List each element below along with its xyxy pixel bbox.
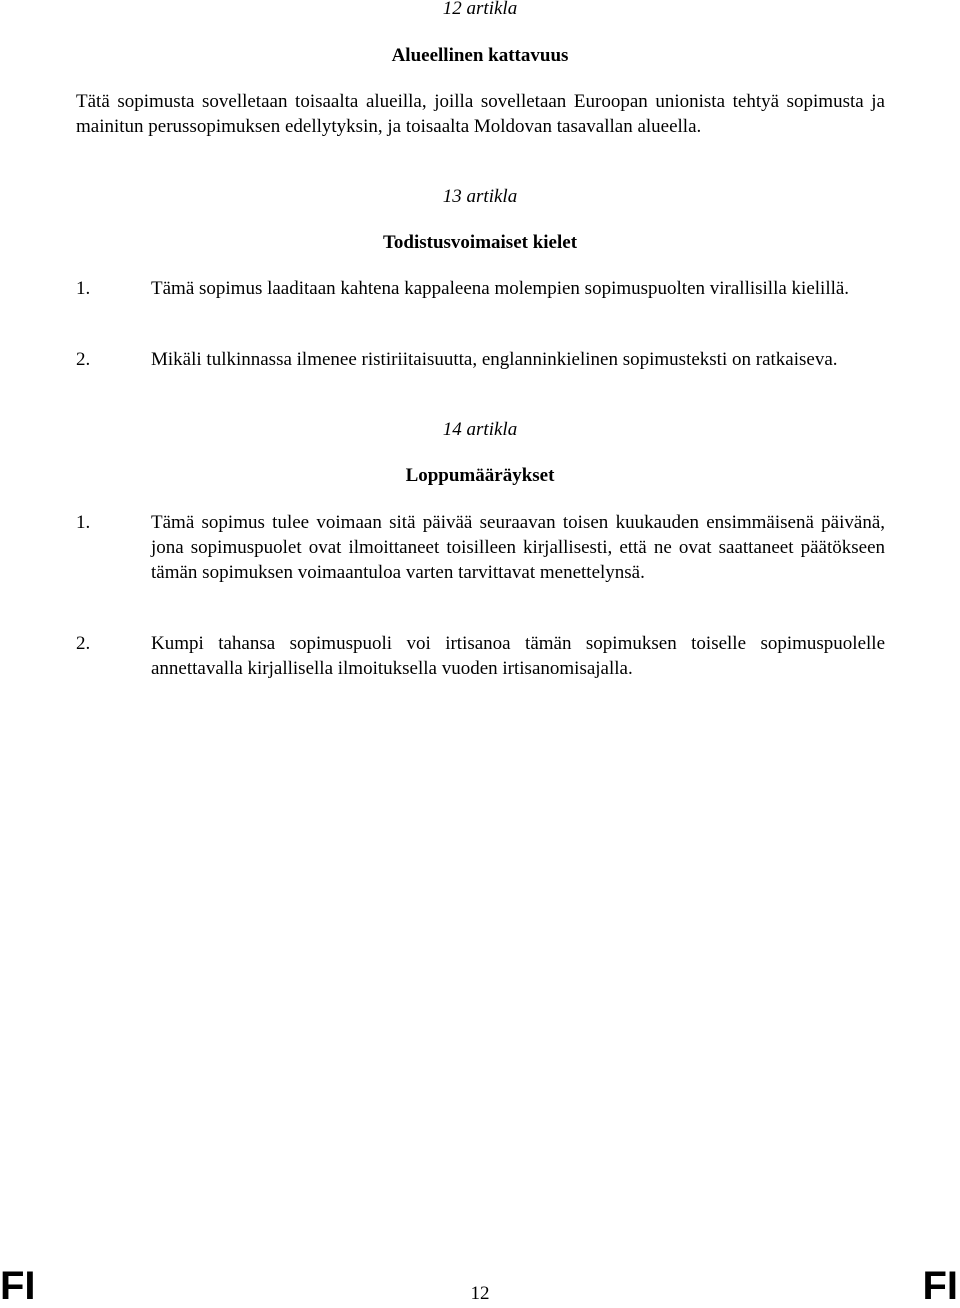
item-text: Tämä sopimus laaditaan kahtena kappaleena molempien sopimuspuolten virallisilla kielillä.	[151, 278, 850, 299]
item-number: 1.	[76, 278, 91, 299]
article-12-body: Tätä sopimusta sovelletaan toisaalta alueilla, joilla sovelletaan Euroopan unionista tehtyä sopimusta ja mainitun perussopimuksen edellytyksin, ja toisaalta Moldovan tasavallan alueella.	[76, 91, 885, 137]
article-14-number: 14 artikla	[442, 419, 518, 440]
article-13-title: Todistusvoimaiset kielet	[382, 232, 578, 253]
article-12-title: Alueellinen kattavuus	[391, 45, 569, 66]
article-14-title: Loppumääräykset	[405, 465, 555, 486]
item-number: 2.	[76, 633, 91, 654]
article-14-item-2	[76, 631, 885, 681]
article-12-number: 12 artikla	[442, 0, 518, 19]
article-13-item-2	[76, 347, 885, 372]
footer-language-left: FI	[0, 1264, 36, 1308]
article-13-item-1	[76, 276, 885, 301]
article-14-item-1	[76, 510, 885, 585]
item-text: Tämä sopimus tulee voimaan sitä päivää seuraavan toisen kuukauden ensimmäisenä päivänä, jona sopimuspuolet ovat ilmoittaneet toisilleen kirjallisesti, että ne ovat saattaneet päätökseen tämän sopimuksen voimaantuloa varten tarvittavat menettelynsä.	[151, 512, 885, 583]
item-number: 2.	[76, 349, 91, 370]
page-number: 12	[470, 1283, 490, 1304]
item-number: 1.	[76, 512, 91, 533]
article-13-number: 13 artikla	[442, 186, 518, 207]
item-text: Kumpi tahansa sopimuspuoli voi irtisanoa tämän sopimuksen toiselle sopimuspuolelle annettavalla kirjallisella ilmoituksella vuoden irtisanomisajalla.	[151, 633, 885, 679]
item-text: Mikäli tulkinnassa ilmenee ristiriitaisuutta, englanninkielinen sopimusteksti on ratkaiseva.	[151, 349, 838, 370]
footer-language-right: FI	[922, 1264, 958, 1308]
